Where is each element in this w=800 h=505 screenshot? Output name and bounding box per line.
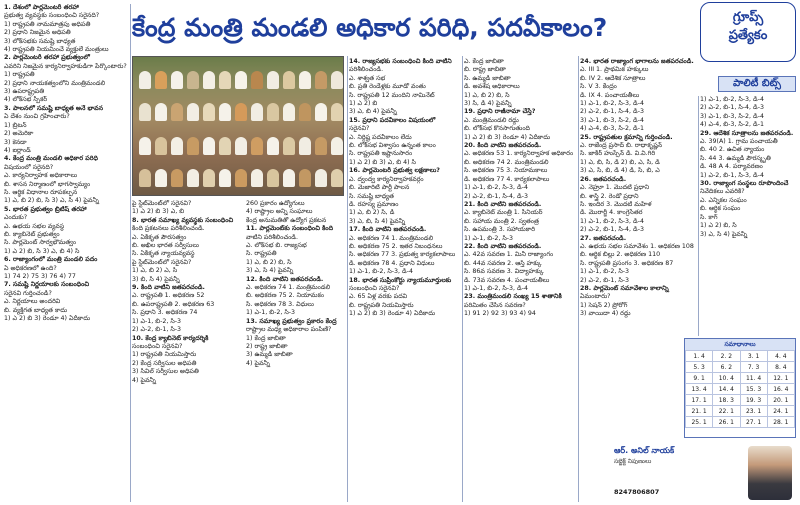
question-line: 1) ఎ-1, బి-2, సి-3, డి-4	[700, 96, 764, 103]
question-line: పై స్టేట్‌మెంట్‌లో సరైనవి?	[132, 258, 192, 266]
question-line: బి. అధికరణ 74 2. మంత్రిమండలి	[464, 158, 549, 166]
question-line: 3) ఎ, సి, బి, డి 4) డి, సి, బి, ఎ	[580, 167, 660, 175]
question-line: 1) ఎ 2) బి, సి 3) ఎ, బి 4) సి	[4, 247, 80, 255]
question-line: పై స్టేట్‌మెంట్‌లో సరైనవి?	[132, 200, 192, 207]
question-line: సి. రాష్ట్రపతి 12 మందిని నామినేట్	[349, 91, 435, 99]
question-line: డి. 73వ సవరణ 4. పంచాయతీలు	[464, 276, 550, 284]
question-line: 27. జతపరచండి.	[580, 234, 627, 242]
answer-cell: 8. 4	[767, 362, 794, 373]
question-line: 1) ఎ 2) బి	[349, 100, 378, 108]
author-photo	[748, 446, 792, 500]
question-line: 1) రాష్ట్రపతి నామమాత్రపు అధిపతి	[4, 20, 91, 28]
question-line: 20. కింది వాటిని జతపరచండి.	[464, 142, 542, 150]
question-line: 1) కేంద్ర జాబితా	[246, 334, 286, 342]
question-line: ఏమంటారు?	[580, 293, 611, 301]
question-line: 1) 91 2) 92 3) 93 4) 94	[464, 310, 536, 318]
question-line: సి. కాగ్	[700, 213, 718, 221]
question-line: వాటిని పరిశీలించండి.	[246, 233, 298, 241]
question-line: ఎ. రాజేంద్ర ప్రసాద్ బి. రాధాకృష్ణన్	[580, 142, 663, 150]
question-line: ఏ అధికరణలో ఉంది?	[4, 264, 57, 272]
question-line: ఎ. అధికరణ 53 1. కార్యనిర్వాహక అధికారం	[464, 150, 574, 158]
answer-cell: 1. 4	[686, 351, 713, 362]
question-line: సి. V 3. కేంద్రం	[580, 83, 617, 91]
question-line: 1) 74 2) 75 3) 76 4) 77	[4, 273, 76, 280]
question-line: 17. కింది వాటిని జతపరచండి.	[349, 226, 427, 234]
question-line: ఎ. III 1. ప్రాథమిక హక్కులు	[580, 66, 649, 74]
question-line: 14. రాజ్యసభకు సంబంధించి కింది వాటిని	[349, 58, 452, 65]
question-line: 8. భారత సమాఖ్య వ్యవస్థకు సంబంధించి	[132, 216, 234, 224]
question-line: 5. భారత ప్రభుత్వం బ్రిటిష్ తరహా	[4, 205, 87, 213]
author-name: ఆర్. అనిల్ నాయక్	[614, 446, 675, 455]
question-line: 2) ఎ-2, బి-1, సి-4, డి-3	[464, 192, 528, 200]
question-line: ఎ. ద్వంద్వ కార్యనిర్వాహకవర్గం	[349, 175, 424, 183]
question-line: 2) ఎ-2, బి-1, సి-4, డి-3	[580, 108, 644, 116]
answer-cell: 23. 1	[740, 406, 767, 417]
question-line: 3) ఎ, బి 4) పైవన్నీ	[349, 108, 397, 116]
column-divider	[347, 56, 348, 502]
question-line: ఎ. నిర్ణయాలు అందరివి	[4, 298, 61, 306]
column-divider	[698, 96, 699, 336]
question-line: ఎవరిని నిజమైన కార్యనిర్వాహకుడిగా పేర్కొంటారు?	[4, 62, 127, 70]
section-subtitle: పాలిటీ బిట్స్	[718, 76, 796, 92]
questions-column-7	[700, 96, 798, 336]
question-line: బి. మెజారిటీ పార్టీ పాలన	[349, 184, 410, 192]
question-line: 1) బ్రిటన్	[4, 121, 27, 129]
question-line: బి. రాష్ట్ర జాబితా	[464, 66, 506, 74]
question-line: 25. రాష్ట్రపతుల క్రమాన్ని గుర్తించండి.	[580, 133, 673, 141]
question-line: 3) ఎ, బి, సి 4) పైవన్నీ	[349, 217, 406, 225]
question-line: ఎ. అధికరణ 74 1. మంత్రిమండలి	[246, 284, 331, 292]
question-line: ఎ. క్యాబినెట్ మంత్రి 1. సీనియర్	[464, 209, 543, 217]
column-divider	[578, 56, 579, 502]
answer-row	[686, 395, 795, 406]
question-line: బి. శాసన నిర్మాణంలో భాగస్వామ్యం	[4, 180, 91, 188]
question-line: సి. ఆర్థిక విధానాల రూపకల్పన	[4, 188, 78, 196]
question-line: సి. ప్రధాని 3. అధికరణ 74	[132, 309, 198, 317]
answer-row	[686, 406, 795, 417]
question-line: 4) ఎ-4, బి-3, సి-2, డి-1	[700, 121, 764, 129]
question-line: 1) ఎ 2) బి 3) రెండూ 4) ఏదీకాదు	[4, 315, 90, 323]
author-role: సబ్జెక్ట్ నిపుణులు	[614, 458, 652, 465]
question-line: బి. లోక్‌సభ విశ్వాసం ఉన్నంత కాలం	[349, 142, 436, 150]
question-line: 2) ఎ-2, బి-1, సి-4, డి-3	[580, 226, 644, 234]
answer-row	[686, 384, 795, 395]
questions-column-5	[464, 58, 578, 502]
answer-cell: 4. 4	[767, 351, 794, 362]
question-line: బి. అధికరణ 75 2. ఇతర నిబంధనలు	[349, 242, 443, 250]
question-line: ఎ. శాశ్వత సభ	[349, 74, 386, 82]
question-line: ఎ. మంత్రిమండలి రద్దు	[464, 116, 519, 124]
question-line: 1) ఎ 2) బి 3) రెండూ 4) ఏదీకాదు	[464, 133, 550, 141]
question-line: సి. ఇందిర 3. మొదటి మహిళ	[580, 200, 652, 208]
question-line: బి. IV 2. ఆదేశిక సూత్రాలు	[580, 74, 646, 82]
answer-key-table	[685, 350, 795, 428]
question-line: 23. మంత్రిమండలి సంఖ్య 15 శాతానికి	[464, 293, 562, 301]
question-line: సంబంధించి సరైనవి?	[132, 342, 183, 350]
question-line: బి. 44వ సవరణ 2. ఆస్తి హక్కు	[464, 259, 542, 267]
question-line: సి. సమష్టి బాధ్యత	[349, 192, 394, 200]
question-line: డి. అవశేష అధికారాలు	[464, 83, 520, 91]
question-line: సి. అధికరణ 77 3. ప్రభుత్వ కార్యకలాపాలు	[349, 251, 456, 259]
question-line: 3) ఎ-1, బి-3, సి-2, డి-4	[580, 116, 644, 124]
question-line: 12. కింది వాటిని జతపరచండి.	[246, 275, 324, 283]
question-line: 4) ఐర్లాండ్	[4, 146, 31, 154]
question-line: 4) ఎ-4, బి-3, సి-2, డి-1	[580, 125, 644, 133]
answer-row	[686, 417, 795, 428]
answer-cell: 16. 4	[767, 384, 794, 395]
question-line: 1) రాష్ట్రపతి నియమిస్తారు	[132, 351, 197, 359]
questions-column-6	[580, 58, 698, 502]
question-line: 18. భారత సుప్రీంకోర్టు న్యాయమూర్తులకు	[349, 276, 452, 284]
question-line: 13. సమాఖ్య ప్రభుత్వం ప్రకారం కేంద్ర	[246, 317, 337, 325]
question-line: 1) ఎ, బి 2) బి, సి	[464, 91, 510, 99]
question-line: ఎ. లోక్‌సభ బి. రాజ్యసభ	[246, 242, 307, 250]
question-line: సి. అధికరణ 75 3. నియామకాలు	[464, 167, 548, 175]
question-line: బి. సహాయ మంత్రి 2. స్వతంత్ర	[464, 217, 539, 225]
answer-cell: 26. 1	[713, 417, 740, 428]
section-badge	[700, 2, 796, 62]
answer-cell: 20. 1	[767, 395, 794, 406]
question-line: సి. 44 3. ఉమ్మడి పౌరస్మృతి	[700, 154, 771, 162]
question-line: 1) ఎ, బి, సి, డి 2) బి, ఎ, సి, డి	[580, 158, 660, 166]
question-line: 1. దేశంలో పార్లమెంటరీ తరహా	[4, 4, 79, 11]
answer-cell: 17. 1	[686, 395, 713, 406]
answer-cell: 15. 3	[740, 384, 767, 395]
question-line: సి. అధికరణ 78 3. విధులు	[246, 300, 314, 308]
questions-column-2	[132, 200, 242, 502]
question-line: బి. ప్రతి రెండేళ్లకు మూడో వంతు	[349, 83, 426, 91]
question-line: నివేదికలు ఎవరికి?	[700, 188, 745, 196]
question-line: 3) వాయిదా 4) రద్దు	[580, 310, 631, 318]
answer-cell: 9. 1	[686, 373, 713, 384]
question-line: 1) ఎ-1, బి-2, సి-3, డి-4	[349, 268, 413, 276]
question-line: 1) ఎ-1, బి-2, సి-3	[246, 309, 296, 317]
question-line: ఎ. కార్యనిర్వాహక అధికారాలు	[4, 172, 78, 180]
question-line: సి. ఏకీకృత న్యాయవ్యవస్థ	[132, 250, 195, 258]
question-line: ఎ. ఉభయ సభల వ్యవస్థ	[4, 222, 65, 230]
question-line: ఎ. నెహ్రూ 1. మొదటి ప్రధాని	[580, 184, 650, 192]
question-line: 30. రాజ్యాంగ సంస్థలు రూపొందించే	[700, 180, 789, 188]
question-line: బి. అధికరణ 75 2. నియామకం	[246, 292, 325, 300]
answer-cell: 10. 4	[713, 373, 740, 384]
question-line: 4) రాష్ట్రాల అన్ని సంఘాలు	[246, 208, 313, 216]
question-line: 1) ఎ, బి 2) ఎ, సి	[132, 267, 178, 275]
question-line: 2. పార్లమెంటరీ తరహా ప్రభుత్వంలో	[4, 54, 90, 62]
question-line: సి. రాష్ట్రపతి ప్రసంగం 3. అధికరణ 87	[580, 259, 674, 267]
question-line: 26. జతపరచండి.	[580, 175, 627, 183]
question-line: 7. సమష్టి నిర్ణయాలకు సంబంధించి	[4, 281, 90, 289]
question-line: బి. శాస్త్రి 2. రెండో ప్రధాని	[580, 192, 639, 200]
answer-cell: 18. 3	[713, 395, 740, 406]
question-line: 3) కెనడా	[4, 138, 27, 146]
question-line: 10. కేంద్ర క్యాబినెట్ కార్యదర్శికి	[132, 334, 209, 342]
question-line: సరైనవి గుర్తించండి?	[4, 289, 52, 297]
question-line: 1) ఎ, బి 2) బి, సి	[246, 258, 292, 266]
answer-key	[684, 338, 796, 438]
question-line: 1) ఎ-2, బి-1, సి-3, డి-4	[700, 171, 764, 179]
question-line: 22. కింది వాటిని జతపరచండి.	[464, 242, 542, 250]
question-line: ఎ. కేంద్ర జాబితా	[464, 58, 504, 65]
question-line: 3) ఎ, సి 4) పైవన్నీ	[700, 230, 748, 238]
question-line: 21. కింది వాటిని జతపరచండి.	[464, 200, 542, 208]
author-phone: 8247806807	[614, 488, 660, 496]
question-line: 2) ఎ-2, బి-1, సి-3	[580, 276, 630, 284]
question-line: సి. జాకీర్ హుస్సేన్ డి. వి.వి.గిరి	[580, 150, 656, 158]
page-title: కేంద్ర మంత్రి మండలి అధికార పరిధి, పదవీకాలం?	[132, 13, 608, 42]
question-line: 1) ఎ 2) బి 3) రెండూ 4) ఏదీకాదు	[349, 310, 435, 318]
question-line: 1) రాష్ట్రపతి	[4, 71, 35, 79]
question-line: ఏ దేశం నుంచి గ్రహించారు?	[4, 113, 70, 121]
questions-column-4	[349, 58, 461, 502]
question-line: 3) ఎ-1, బి-3, సి-2, డి-4	[700, 112, 764, 120]
question-line: డి. మొరార్జీ 4. కాంగ్రెసేతర	[580, 209, 643, 217]
questions-column-3	[246, 200, 346, 502]
question-line: 1) ఎ-1, బి-2, సి-3	[580, 268, 630, 276]
question-line: సి. రాష్ట్రపతి	[246, 250, 277, 258]
question-line: 4) లోక్‌సభ స్పీకర్	[4, 96, 48, 104]
answer-key-title: సమాధానాలు	[685, 339, 795, 350]
question-line: బి. 40 2. ఉచిత న్యాయం	[700, 146, 765, 154]
question-line: బి. రాష్ట్రపతి నియమిస్తారు	[349, 301, 414, 309]
answer-cell: 14. 4	[713, 384, 740, 395]
question-line: బి. వ్యక్తిగత బాధ్యత కాదు	[4, 306, 68, 314]
answer-cell: 28. 1	[767, 417, 794, 428]
question-line: 4) రాష్ట్రపతి నియమించే వ్యక్తులే మంత్రులు	[4, 46, 109, 54]
question-line: ఎ. నిర్దిష్ట పదవీకాలం లేదు	[349, 133, 412, 141]
answer-cell: 11. 4	[740, 373, 767, 384]
answer-cell: 3. 1	[740, 351, 767, 362]
question-line: 2) ప్రధాని నాయకత్వంలోని మంత్రిమండలి	[4, 79, 106, 87]
question-line: 2) అమెరికా	[4, 130, 34, 138]
question-line: 1) ఎ, బి 2) సి, డి	[349, 209, 395, 217]
question-line: 24. భారత రాజ్యాంగ భాగాలను జతపరచండి.	[580, 58, 694, 65]
question-line: కేంద్ర అనుమతితో ఉద్యోగ ప్రకటన	[246, 216, 327, 224]
question-line: ఎ. అధికరణ 74 1. మంత్రిమండలి	[349, 234, 434, 242]
question-line: బి. ఉపరాష్ట్రపతి 2. అధికరణ 63	[132, 300, 215, 308]
question-line: ఎ. 39(A) 1. గ్రామ పంచాయతీ	[700, 138, 778, 146]
question-line: 3) ఉమ్మడి జాబితా	[246, 351, 293, 359]
question-line: బి. క్యాబినెట్ ప్రభుత్వం	[4, 230, 60, 238]
question-line: సి. పార్లమెంట్ సార్వభౌమత్వం	[4, 239, 77, 247]
question-line: 1) ఎ 2) బి 3) ఎ, బి	[132, 208, 185, 216]
question-line: డి. అధికరణ 77 4. కార్యకలాపాలు	[464, 175, 550, 183]
question-line: 3) ఎ, సి 4) పైవన్నీ	[246, 267, 294, 275]
question-line: 1) ఎ-1, బి-2, సి-3, డి-4	[464, 184, 528, 192]
answer-cell: 19. 3	[740, 395, 767, 406]
question-line: 16. పార్లమెంటరీ ప్రభుత్వ లక్షణాలు?	[349, 167, 440, 175]
answer-cell: 22. 1	[713, 406, 740, 417]
question-line: 260 ప్రకారం ఉద్యోగులు	[246, 200, 305, 207]
question-line: 1) ఎ-1, బి-2, సి-3	[464, 234, 514, 242]
question-line: ఎ. రాష్ట్రపతి 1. అధికరణ 52	[132, 292, 205, 300]
answer-cell: 12. 1	[767, 373, 794, 384]
question-line: 1) ఎ 2) బి, సి	[700, 222, 737, 230]
question-line: ఎందుకు?	[4, 214, 28, 222]
question-line: 4) పైవన్నీ	[132, 376, 156, 384]
question-line: కింది ప్రకటనలు పరిశీలించండి.	[132, 225, 205, 233]
question-line: పరిమితం చేసిన సవరణ?	[464, 301, 526, 309]
answer-cell: 5. 3	[686, 362, 713, 373]
questions-column-1	[4, 4, 128, 501]
answer-row	[686, 362, 795, 373]
question-line: 3) సి, డి 4) పైవన్నీ	[464, 100, 512, 108]
parliament-photo	[132, 56, 344, 196]
question-line: 3) ఉపరాష్ట్రపతి	[4, 88, 45, 96]
question-line: 1) సెషన్ 2) ప్రోరోగ్	[580, 301, 628, 309]
question-line: 1) ఎ-1, బి-2, సి-3, డి-4	[580, 217, 644, 225]
question-line: ఎ. ఉభయ సభల సమావేశం 1. అధికరణ 108	[580, 242, 694, 250]
question-line: 11. పార్లమెంట్‌కు సంబంధించి కింది	[246, 225, 334, 233]
question-line: 3) సివిల్ సర్వీసుల అధిపతి	[132, 368, 199, 376]
question-line: 4. కేంద్ర మంత్రి మండలి అధికార పరిధి	[4, 155, 98, 163]
question-line: 1) ఎ-1, బి-2, సి-3, డి-4	[580, 100, 644, 108]
question-line: బి. అఖిల భారత సర్వీసులు	[132, 242, 199, 250]
question-line: 9. కింది వాటిని జతపరచండి.	[132, 284, 205, 292]
question-line: 28. పార్లమెంట్ సమావేశాల కాలాన్ని	[580, 284, 669, 292]
question-line: 2) కేంద్ర సర్వీసుల అధిపతి	[132, 359, 197, 367]
column-divider	[130, 4, 131, 502]
answer-cell: 24. 1	[767, 406, 794, 417]
question-line: 2) ఎ-2, బి-1, సి-4, డి-3	[700, 104, 764, 112]
answer-row	[686, 351, 795, 362]
question-line: 3) లోక్‌సభకు సమష్టి బాధ్యత	[4, 37, 76, 45]
badge-line2: ప్రత్యేకం	[728, 28, 768, 43]
question-line: రాష్ట్రాల మధ్య అధికారాల పంపిణీ?	[246, 326, 332, 334]
answer-cell: 13. 4	[686, 384, 713, 395]
question-line: 2) ప్రధాని నిజమైన అధిపతి	[4, 29, 71, 37]
question-line: 2) రాష్ట్ర జాబితా	[246, 342, 288, 350]
question-line: సరైనవి?	[349, 125, 370, 133]
question-line: ఎ. ఏకీకృత పౌరసత్వం	[132, 233, 187, 241]
question-line: బి. ఆర్థిక సంఘం	[700, 205, 741, 213]
question-line: డి. IX 4. పంచాయతీలు	[580, 91, 640, 99]
question-line: 1) ఎ-1, బి-2, సి-3	[132, 317, 182, 325]
question-line: సి. రాష్ట్రపతి ఇష్టానుసారం	[349, 150, 413, 158]
question-line: 2) ఎ-2, బి-1, సి-3	[132, 326, 182, 334]
question-line: సి. ఉమ్మడి జాబితా	[464, 74, 511, 82]
question-line: 6. రాజ్యాంగంలో మంత్రి మండలి పదం	[4, 256, 98, 264]
column-divider	[462, 56, 463, 502]
question-line: ఎ. ఎన్నికల సంఘం	[700, 196, 747, 204]
badge-line1: గ్రూప్స్	[732, 10, 764, 25]
question-line: 29. ఆదేశిక సూత్రాలను జతపరచండి.	[700, 129, 794, 137]
question-line: విషయంలో సరైనది?	[4, 163, 54, 171]
question-line: డి. 48 A 4. పర్యావరణం	[700, 163, 763, 171]
author-box	[606, 440, 796, 502]
question-line: సంబంధించి సరైనవి?	[349, 284, 400, 292]
question-line: 15. ప్రధాని పదవీకాలం విషయంలో	[349, 116, 436, 124]
question-line: పరిశీలించండి.	[349, 66, 384, 74]
answer-cell: 25. 1	[686, 417, 713, 428]
answer-cell: 2. 2	[713, 351, 740, 362]
question-line: 3. పాలనలో సమష్టి బాధ్యత అనే భావన	[4, 104, 104, 112]
question-line: ప్రభుత్వ వ్యవస్థకు సంబంధించి సరైనది?	[4, 12, 100, 20]
answer-cell: 21. 1	[686, 406, 713, 417]
question-line: 1) ఎ, బి 2) బి, సి 3) ఎ, సి 4) పైవన్నీ	[4, 197, 99, 205]
question-line: 19. ప్రధాని రాజీనామా చేస్తే?	[464, 108, 536, 116]
question-line: బి. ఆర్థిక బిల్లు 2. అధికరణ 110	[580, 251, 661, 259]
answer-cell: 7. 3	[740, 362, 767, 373]
answer-cell: 27. 1	[740, 417, 767, 428]
question-line: 4) పైవన్నీ	[246, 359, 270, 367]
question-line: 1) ఎ 2) బి 3) ఎ, బి 4) సి	[349, 158, 416, 166]
question-line: 3) బి, సి 4) పైవన్నీ	[132, 275, 180, 283]
question-line: ఎ. 42వ సవరణ 1. మినీ రాజ్యాంగం	[464, 251, 554, 259]
question-line: ఎ. 65 ఏళ్ల వరకు పదవి	[349, 293, 408, 301]
answer-row	[686, 373, 795, 384]
question-line: డి. అధికరణ 78 4. ప్రధాని విధులు	[349, 259, 435, 267]
question-line: సి. ఉపమంత్రి 3. సహాయకారి	[464, 226, 535, 234]
question-line: బి. లోక్‌సభ కొనసాగుతుంది	[464, 125, 530, 133]
question-line: 1) ఎ-1, బి-2, సి-3, డి-4	[464, 284, 528, 292]
answer-cell: 6. 2	[713, 362, 740, 373]
question-line: డి. రహస్య ప్రమాణం	[349, 200, 399, 208]
question-line: సి. 86వ సవరణ 3. విద్యాహక్కు	[464, 268, 544, 276]
